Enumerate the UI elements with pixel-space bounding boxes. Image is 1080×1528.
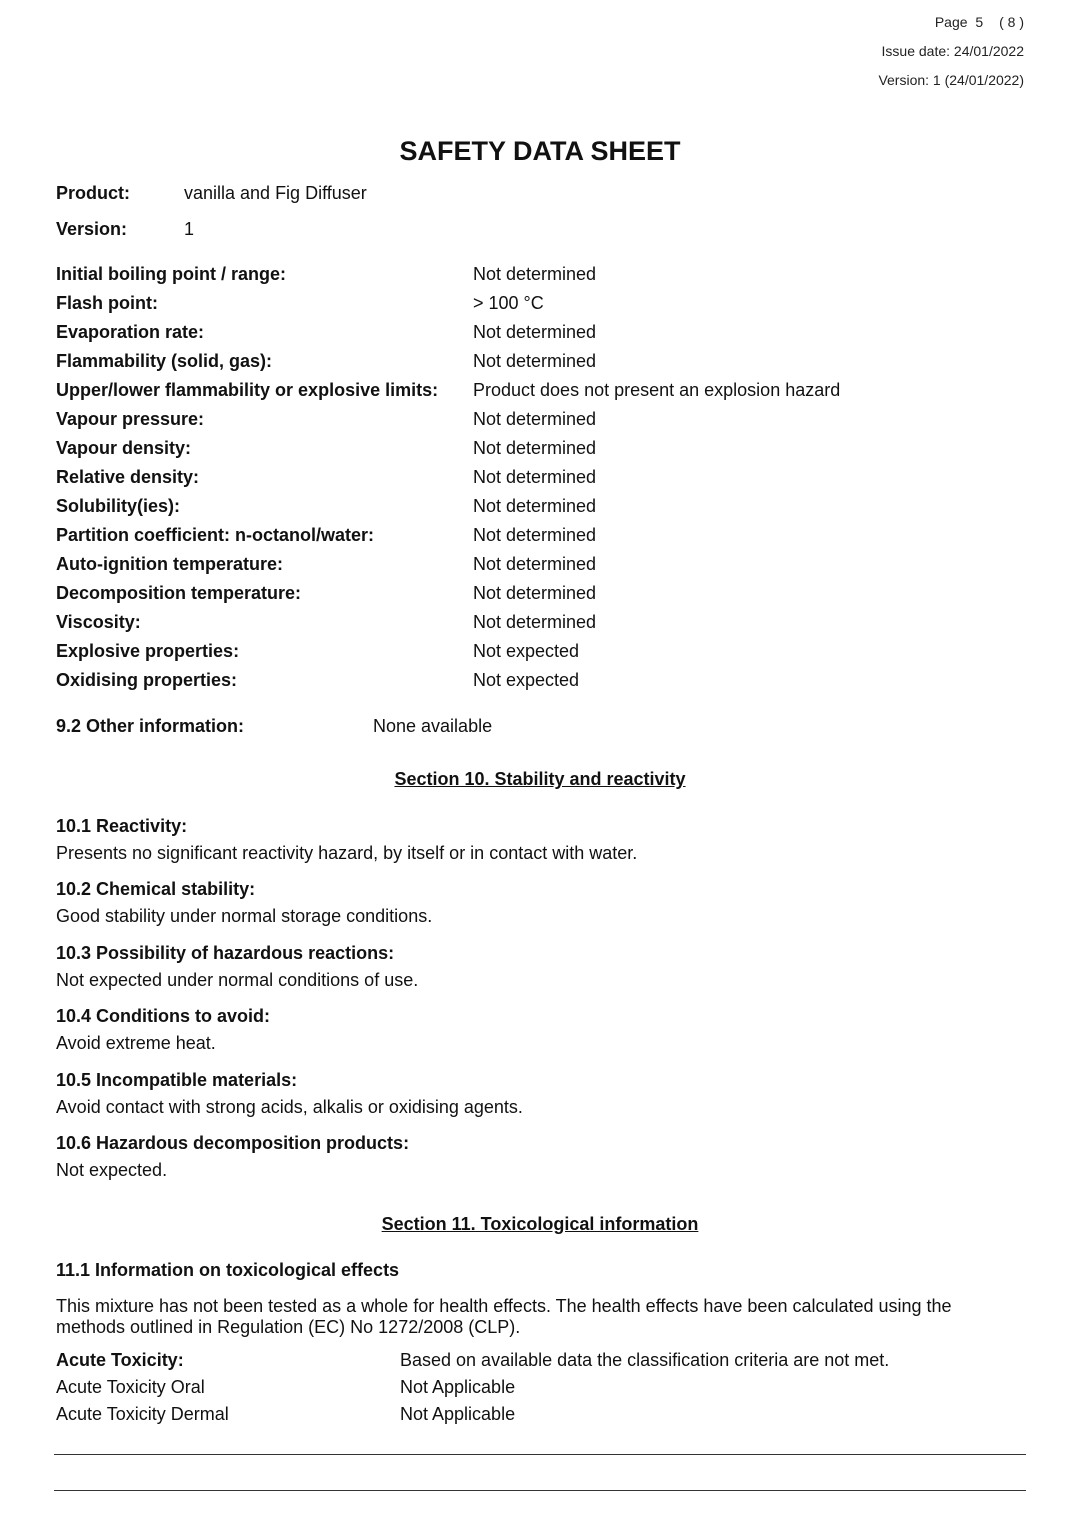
toxicity-value: Not Applicable bbox=[400, 1377, 516, 1397]
property-value: Not determined bbox=[473, 583, 597, 603]
document-title: SAFETY DATA SHEET bbox=[399, 136, 681, 166]
section-10-4-heading: 10.4 Conditions to avoid: bbox=[56, 1006, 271, 1026]
issue-date: Issue date: 24/01/2022 bbox=[881, 43, 1024, 59]
toxicity-value: Not Applicable bbox=[400, 1404, 516, 1424]
section-10-6-text: Not expected. bbox=[56, 1160, 168, 1180]
page-indicator bbox=[935, 14, 1024, 30]
property-value: Not expected bbox=[473, 641, 580, 661]
property-value: Not determined bbox=[473, 264, 597, 284]
toxicity-value: Based on available data the classification criteria are not met. bbox=[400, 1350, 890, 1370]
property-label: Explosive properties: bbox=[56, 641, 240, 661]
property-label: Oxidising properties: bbox=[56, 670, 238, 690]
section-10-heading: Section 10. Stability and reactivity bbox=[394, 769, 686, 789]
property-label: Initial boiling point / range: bbox=[56, 264, 286, 284]
property-label: Partition coefficient: n-octanol/water: bbox=[56, 525, 375, 545]
property-label: Upper/lower flammability or explosive limits: bbox=[56, 380, 439, 400]
section-10-6-heading: 10.6 Hazardous decomposition products: bbox=[56, 1133, 410, 1153]
property-label: Evaporation rate: bbox=[56, 322, 205, 342]
property-value: Not determined bbox=[473, 525, 597, 545]
section-11-1-heading: 11.1 Information on toxicological effects bbox=[56, 1260, 400, 1280]
product-value: vanilla and Fig Diffuser bbox=[184, 183, 367, 203]
property-value: Product does not present an explosion hazard bbox=[473, 380, 841, 400]
version-label: Version: bbox=[56, 219, 128, 239]
section-10-3-heading: 10.3 Possibility of hazardous reactions: bbox=[56, 943, 395, 963]
toxicity-label: Acute Toxicity: bbox=[56, 1350, 184, 1370]
toxicity-label: Acute Toxicity Oral bbox=[56, 1377, 205, 1397]
section-11-paragraph: This mixture has not been tested as a whole for health effects. The health effects have been calculated using the methods outlined in Regulation (EC) No 1272/2008 (CLP). bbox=[56, 1296, 952, 1337]
page-number: 5 bbox=[975, 14, 984, 30]
section-10-1-heading: 10.1 Reactivity: bbox=[56, 816, 188, 836]
section-10-5-text: Avoid contact with strong acids, alkalis or oxidising agents. bbox=[56, 1097, 523, 1117]
property-value: Not expected bbox=[473, 670, 580, 690]
property-value: Not determined bbox=[473, 496, 597, 516]
other-info-label: 9.2 Other information: bbox=[56, 716, 245, 736]
version-header: Version: 1 (24/01/2022) bbox=[878, 72, 1024, 88]
property-value: Not determined bbox=[473, 612, 597, 632]
property-value: Not determined bbox=[473, 438, 597, 458]
page-label: Page bbox=[934, 14, 968, 30]
property-value: Not determined bbox=[473, 467, 597, 487]
property-label: Relative density: bbox=[56, 467, 200, 487]
footer-divider-bottom bbox=[54, 1490, 1026, 1491]
property-label: Auto-ignition temperature: bbox=[56, 554, 283, 574]
section-10-5-heading: 10.5 Incompatible materials: bbox=[56, 1070, 298, 1090]
page-total: ( 8 ) bbox=[999, 14, 1024, 30]
property-value: Not determined bbox=[473, 409, 597, 429]
property-label: Vapour density: bbox=[56, 438, 192, 458]
property-label: Viscosity: bbox=[56, 612, 141, 632]
footer-divider-top bbox=[54, 1454, 1026, 1455]
property-label: Flash point: bbox=[56, 293, 158, 313]
property-label: Solubility(ies): bbox=[56, 496, 181, 516]
property-value: Not determined bbox=[473, 554, 597, 574]
section-10-4-text: Avoid extreme heat. bbox=[56, 1033, 216, 1053]
product-label: Product: bbox=[56, 183, 130, 203]
version-value: 1 bbox=[184, 219, 195, 239]
property-label: Flammability (solid, gas): bbox=[56, 351, 273, 371]
section-10-3-text: Not expected under normal conditions of use. bbox=[56, 970, 419, 990]
property-label: Vapour pressure: bbox=[56, 409, 205, 429]
other-info-value: None available bbox=[373, 716, 493, 736]
property-value: Not determined bbox=[473, 351, 597, 371]
property-value: > 100 °C bbox=[473, 293, 544, 313]
property-value: Not determined bbox=[473, 322, 597, 342]
section-10-2-text: Good stability under normal storage conditions. bbox=[56, 906, 433, 926]
section-10-2-heading: 10.2 Chemical stability: bbox=[56, 879, 256, 899]
property-label: Decomposition temperature: bbox=[56, 583, 302, 603]
section-10-1-text: Presents no significant reactivity hazard, by itself or in contact with water. bbox=[56, 843, 638, 863]
section-11-heading: Section 11. Toxicological information bbox=[381, 1214, 699, 1234]
toxicity-label: Acute Toxicity Dermal bbox=[56, 1404, 229, 1424]
